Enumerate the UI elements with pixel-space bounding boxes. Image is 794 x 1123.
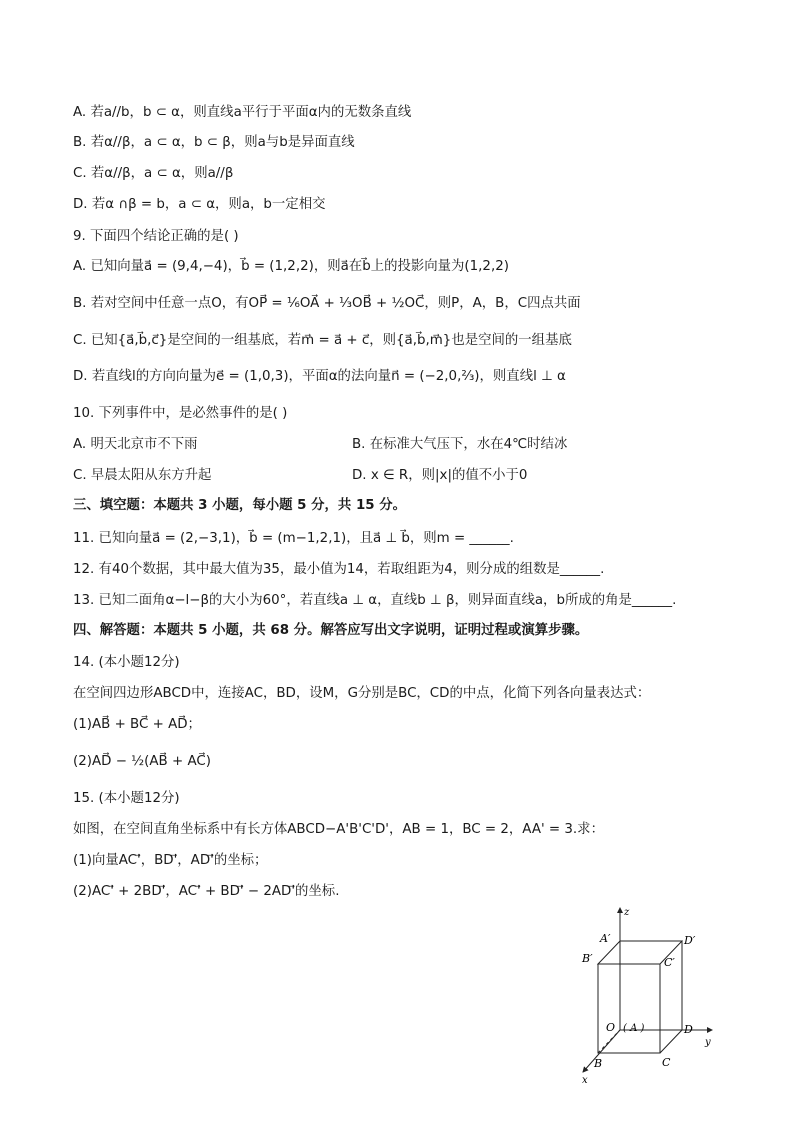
q14-part2: (2)AD⃗ − ½(AB⃗ + AC⃗) (73, 754, 211, 769)
q8-option-c: C. 若α//β，a ⊂ α，则a//β (73, 166, 234, 181)
front-face (598, 964, 660, 1053)
label-a1: A′ (600, 932, 611, 945)
q15-stem: 如图，在空间直角坐标系中有长方体ABCD−A'B'C'D'，AB = 1，BC = 2，AA' = 3.求： (73, 822, 604, 837)
q10-option-c: C. 早晨太阳从东方升起 (73, 468, 212, 483)
q8-option-d: D. 若α ∩β = b，a ⊂ α，则a，b一定相交 (73, 197, 326, 212)
q10-option-b: B. 在标准大气压下，水在4℃时结冰 (352, 437, 568, 452)
q9-stem: 9. 下面四个结论正确的是( ) (73, 229, 239, 244)
q10-option-a: A. 明天北京市不下雨 (73, 437, 198, 452)
label-b: B (594, 1057, 603, 1070)
label-d: D (684, 1023, 693, 1036)
section4-heading: 四、解答题：本题共 5 小题，共 68 分。解答应写出文字说明，证明过程或演算步骤。 (73, 623, 589, 638)
q13: 13. 已知二面角α−l−β的大小为60°，若直线a ⊥ α，直线b ⊥ β，则异面直线a，b所成的角是______. (73, 593, 677, 608)
label-c1: C′ (664, 956, 675, 969)
q8-option-b: B. 若α//β，a ⊂ α，b ⊂ β，则a与b是异面直线 (73, 135, 355, 150)
q14-part1: (1)AB⃗ + BC⃗ + AD⃗； (73, 717, 201, 732)
label-z: z (624, 907, 630, 918)
section3-heading: 三、填空题：本题共 3 小题，每小题 5 分，共 15 分。 (73, 498, 407, 513)
label-d1: D′ (684, 934, 696, 947)
q10-stem: 10. 下列事件中，是必然事件的是( ) (73, 406, 288, 421)
q8-option-a: A. 若a//b，b ⊂ α，则直线a平行于平面α内的无数条直线 (73, 105, 412, 120)
label-y: y (705, 1037, 711, 1048)
q15-head: 15. (本小题12分) (73, 791, 180, 806)
q9-option-a: A. 已知向量a⃗ = (9,4,−4)，b⃗ = (1,2,2)，则a⃗在b⃗上的投影向量为(1,2,2) (73, 259, 509, 274)
q12: 12. 有40个数据，其中最大值为35，最小值为14，若取组距为4，则分成的组数是______. (73, 562, 605, 577)
q9-option-b: B. 若对空间中任意一点O，有OP⃗ = ⅙OA⃗ + ⅓OB⃗ + ½OC⃗，则P，A，B，C四点共面 (73, 296, 581, 311)
label-b1: B′ (582, 952, 593, 965)
q15-part1: (1)向量AC'⃗，BD'⃗，AD'⃗的坐标； (73, 853, 268, 868)
q15-part2: (2)AC'⃗ + 2BD'⃗，AC'⃗ + BD'⃗ − 2AD'⃗的坐标. (73, 884, 340, 899)
label-c: C (662, 1056, 671, 1069)
q9-option-c: C. 已知{a⃗,b⃗,c⃗}是空间的一组基底，若m⃗ = a⃗ + c⃗，则{a⃗,b⃗,m⃗}也是空间的一组基底 (73, 333, 572, 348)
label-oa: ( A ) (623, 1023, 645, 1034)
label-o: O (606, 1021, 616, 1034)
q14-stem: 在空间四边形ABCD中，连接AC，BD，设M，G分别是BC，CD的中点，化简下列各向量表达式： (73, 686, 651, 701)
q9-option-d: D. 若直线l的方向向量为e⃗ = (1,0,3)，平面α的法向量n⃗ = (−2,0,⅔)，则直线l ⊥ α (73, 369, 566, 384)
q14-head: 14. (本小题12分) (73, 655, 180, 670)
q11: 11. 已知向量a⃗ = (2,−3,1)，b⃗ = (m−1,2,1)，且a⃗ ⊥ b⃗，则m = ______. (73, 531, 514, 546)
cuboid-figure (570, 900, 720, 1090)
q10-option-d: D. x ∈ R，则|x|的值不小于0 (352, 468, 528, 483)
label-x: x (582, 1075, 588, 1086)
